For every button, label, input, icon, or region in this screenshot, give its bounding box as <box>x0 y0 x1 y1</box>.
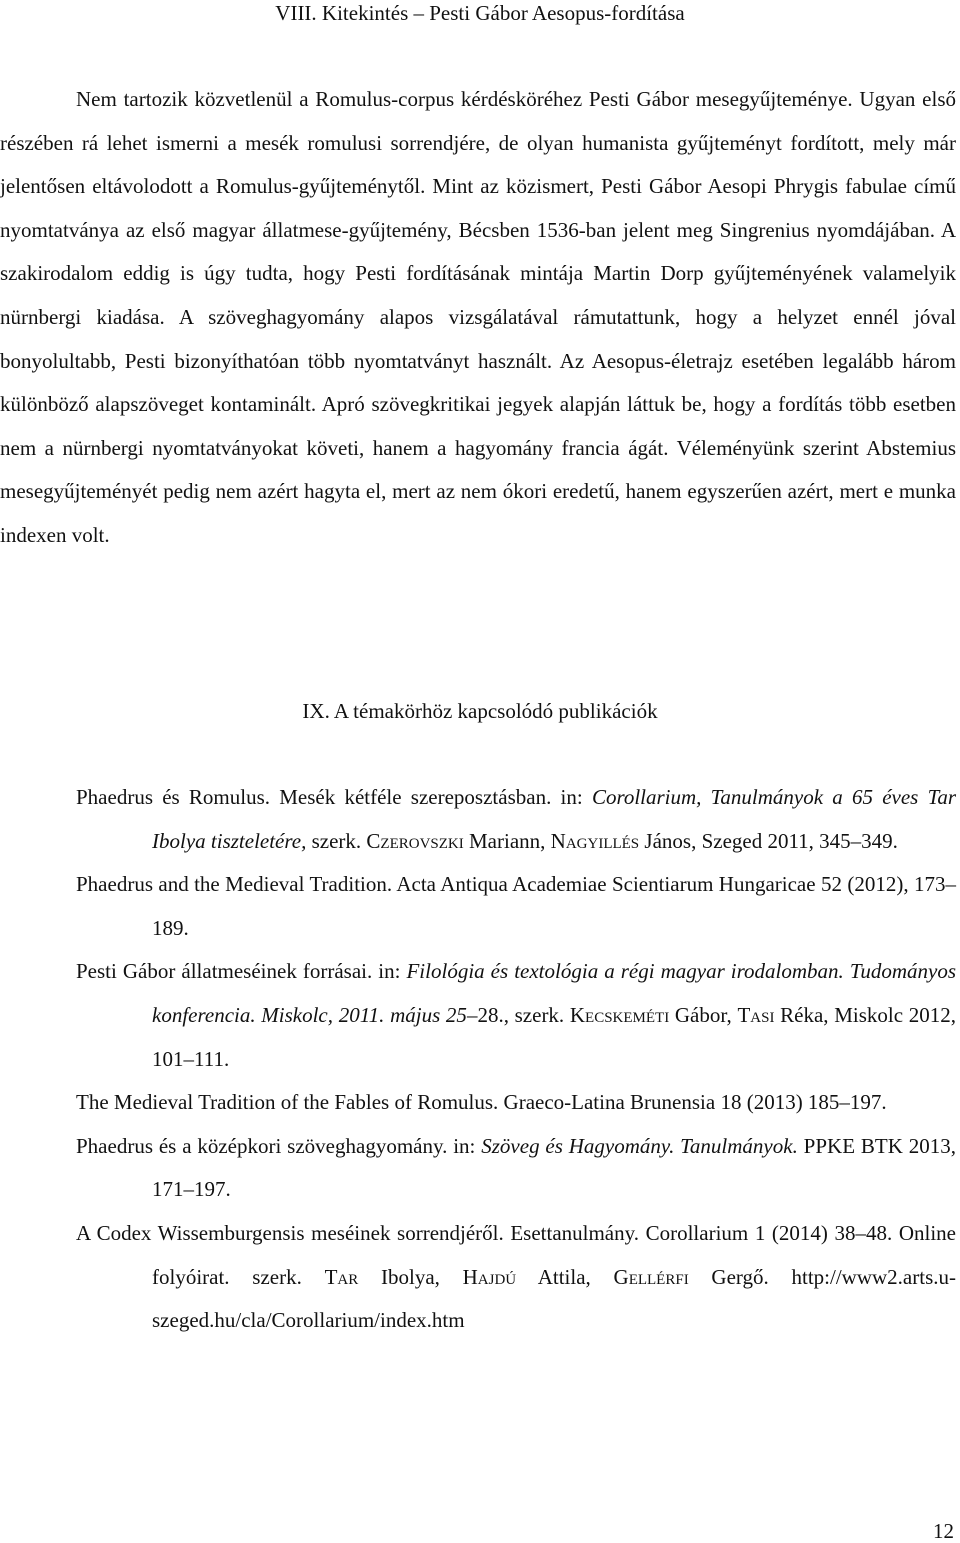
paragraph-text: Nem tartozik közvetlenül a Romulus-corpus kérdésköréhez Pesti Gábor mesegyűjteménye. Ugyan első részében rá lehet ismerni a mesék romulusi sorrendjére, de olyan humanista gyűjteményt fordított, mely már jelentősen eltávolodott a Romulus-gyűjteménytől. Mint az közismert, Pesti Gábor Aesopi Phrygis fabulae című nyomtatványa az első magyar állatmese-gyűjtemény, Bécsben 1536-ban jelent meg Singrenius nyomdájában. A szakirodalom eddig is úgy tudta, hogy Pesti fordításának mintája Martin Dorp gyűjteményének valamelyik nürnbergi kiadása. A szöveghagyomány alapos vizsgálatával rámutattunk, hogy a helyzet ennél jóval bonyolultabb, Pesti bizonyíthatóan több nyomtatványt használt. Az Aesopus-életrajz esetében legalább három különböző alapszöveget kontaminált. Apró szövegkritikai jegyek alapján láttuk be, hogy a fordítás több esetben nem a nürnbergi nyomtatványokat követi, hanem a hagyomány francia ágát. Véleményünk szerint Abstemius mesegyűjteményét pedig nem azért hagyta el, mert az nem ókori eredetű, hanem egyszerűen azért, mert e munka indexen volt. <box>0 87 956 547</box>
pub-text: A Codex Wissemburgensis meséinek sorrendjéről. Esettanulmány. Corollarium 1 (2014) 38–48. Online folyóirat. szerk. <box>76 1220 956 1289</box>
editor-surname: Nagyillés <box>550 828 640 853</box>
pub-text: Phaedrus és a középkori szöveghagyomány. in: <box>76 1133 482 1158</box>
publication-item <box>76 776 956 863</box>
publication-item <box>76 1212 956 1343</box>
pub-text: Phaedrus és Romulus. Mesék kétféle szereposztásban. in: <box>76 785 592 809</box>
publication-list <box>76 776 956 1343</box>
pub-italic: Corollarium, Tanulmányok a 65 éves Tar Ibolya tiszteletére, <box>152 785 956 853</box>
pub-italic: Filológia és textológia a régi magyar irodalomban. Tudományos konferencia. Miskolc, 2011. május 25 <box>152 959 956 1027</box>
pub-italic: Szöveg és Hagyomány. Tanulmányok. <box>481 1133 798 1158</box>
body-paragraph <box>0 78 956 558</box>
pub-text: Pesti Gábor állatmeséinek forrásai. in: <box>76 959 407 984</box>
page-number: 12 <box>933 1519 954 1543</box>
pub-text: Attila, <box>516 1264 614 1289</box>
pub-text: Mariann, <box>463 828 551 853</box>
pub-text: szerk. <box>306 828 367 853</box>
pub-text: PPKE BTK 2013, 171–197. <box>152 1133 956 1202</box>
pub-text: Ibolya, <box>358 1264 463 1289</box>
editor-surname: Tar <box>324 1264 359 1289</box>
publication-item <box>76 863 956 950</box>
pub-text: Gergő. http://www2.arts.u-szeged.hu/cla/Corollarium/index.htm <box>152 1264 956 1333</box>
publication-item <box>76 950 956 1081</box>
pub-text: János, Szeged 2011, 345–349. <box>639 828 898 853</box>
pub-text: Réka, Miskolc 2012, 101–111. <box>152 1002 957 1071</box>
pub-text: The Medieval Tradition of the Fables of Romulus. Graeco-Latina Brunensia 18 (2013) 185–197. <box>76 1090 887 1115</box>
pub-text: Gábor, <box>669 1002 738 1027</box>
editor-surname: Gellérfi <box>613 1264 689 1289</box>
publication-item <box>76 1125 956 1212</box>
editor-surname: Tasi <box>737 1002 775 1027</box>
section-title: IX. A témakörhöz kapcsolódó publikációk <box>302 699 658 723</box>
editor-surname: Hajdú <box>462 1264 517 1289</box>
page-header: VIII. Kitekintés – Pesti Gábor Aesopus-fordítása <box>275 1 685 25</box>
publication-item <box>76 1081 956 1125</box>
editor-surname: Kecskeméti <box>569 1002 670 1027</box>
editor-surname: Czerovszki <box>366 828 464 853</box>
pub-text: –28., szerk. <box>466 1002 570 1027</box>
pub-text: Phaedrus and the Medieval Tradition. Acta Antiqua Academiae Scientiarum Hungaricae 52 (2012), 173–189. <box>76 872 956 940</box>
